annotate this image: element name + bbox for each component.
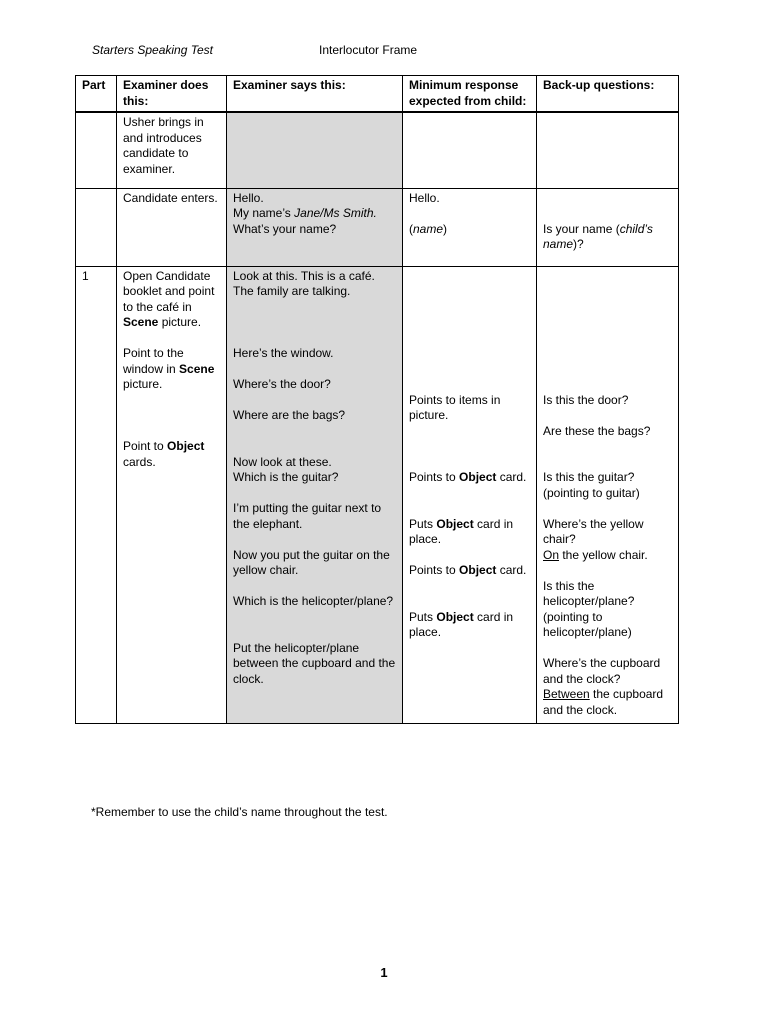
cell-examiner-says (227, 188, 403, 266)
resp-points-object-2 (409, 563, 530, 579)
resp-name-italic: name (413, 221, 444, 236)
resp2-suffix: card in place. (409, 516, 514, 546)
resp1-bold: Object (459, 470, 497, 484)
does-b-bold: Scene (179, 361, 215, 376)
does-c-bold: Object (167, 439, 205, 453)
cell-examiner-does (117, 266, 227, 724)
resp4-prefix: Puts (409, 609, 437, 624)
col-header-min-response: Minimum response expected from child: (403, 76, 537, 113)
footer-note: *Remember to use the child’s name throughout the test. (91, 805, 388, 819)
cell-min-response (403, 266, 537, 724)
says-you-put: Now you put the guitar on the yellow chair. (233, 547, 390, 577)
backup-between (543, 687, 672, 718)
cell-part (76, 112, 117, 188)
table-row (76, 188, 679, 266)
does-c-prefix: Point to (123, 439, 168, 453)
resp3-bold: Object (459, 563, 497, 577)
says-my-name-prefix: My name’s (233, 206, 295, 220)
says-look: Now look at these. (233, 454, 332, 469)
resp-puts-object-2 (409, 610, 530, 641)
resp-points-object-1 (409, 470, 530, 486)
table-row (76, 266, 679, 724)
says-which-helicopter: Which is the helicopter/plane? (233, 594, 394, 608)
resp4-suffix: card in place. (409, 609, 514, 639)
cell-examiner-says (227, 266, 403, 724)
says-putting: I’m putting the guitar next to the elephant. (233, 501, 382, 531)
header-test-title: Starters Speaking Test (92, 43, 213, 57)
backup-on-rest: the yellow chair. (559, 547, 648, 562)
resp-hello: Hello. (409, 190, 440, 205)
resp-name-open: ( (409, 221, 413, 236)
says-hello: Hello. (233, 190, 264, 205)
resp2-bold: Object (436, 516, 474, 531)
does-a-bold: Scene (123, 315, 159, 329)
backup-helicopter: Is this the helicopter/plane? (pointing to helicopter/plane) (543, 578, 635, 639)
backup-is-your-name (543, 222, 672, 253)
backup-guitar: Is this the guitar? (pointing to guitar) (543, 470, 640, 500)
part-number: 1 (82, 268, 89, 283)
resp1-prefix: Points to (409, 470, 460, 484)
says-guitar: Which is the guitar? (233, 470, 339, 484)
candidate-enters-text: Candidate enters. (123, 190, 218, 205)
table-header-row (76, 76, 679, 113)
says-whats-your-name: What’s your name? (233, 221, 337, 236)
usher-text: Usher brings in and introduces candidate to examiner. (123, 115, 204, 176)
resp4-bold: Object (436, 609, 474, 624)
resp2-prefix: Puts (409, 516, 437, 531)
interlocutor-table (75, 75, 679, 724)
header-frame-title: Interlocutor Frame (319, 43, 418, 57)
says-put-helicopter: Put the helicopter/plane between the cupboard and the clock. (233, 640, 396, 686)
says-door: Where’s the door? (233, 377, 331, 391)
cell-min-response (403, 188, 537, 266)
page-number: 1 (380, 965, 388, 980)
backup-door: Is this the door? (543, 392, 629, 407)
does-b-prefix: Point to the window in (123, 346, 184, 376)
backup-yellow-chair: Where’s the yellow chair? (543, 516, 644, 546)
does-c-suffix: cards. (123, 454, 156, 469)
table-row (76, 112, 679, 188)
does-a-suffix: picture. (158, 315, 202, 329)
says-my-name-italic: Jane/Ms Smith. (294, 206, 377, 220)
cell-part (76, 188, 117, 266)
backup-on-underlined: On (543, 547, 560, 562)
resp3-prefix: Points to (409, 563, 460, 577)
cell-backup (537, 112, 679, 188)
does-point-window (123, 346, 220, 393)
backup-name-italic: child’s name (543, 221, 653, 251)
says-window: Here’s the window. (233, 346, 334, 360)
cell-backup (537, 266, 679, 724)
col-header-examiner-does: Examiner does this: (117, 76, 227, 113)
says-bags: Where are the bags? (233, 408, 346, 422)
resp-name-close: ) (443, 221, 448, 236)
backup-between-rest: the cupboard and the clock. (543, 687, 664, 717)
cell-min-response (403, 112, 537, 188)
cell-examiner-does (117, 112, 227, 188)
resp-puts-object-1 (409, 517, 530, 548)
does-a-prefix: Open Candidate booklet and point to the café in (123, 268, 215, 314)
col-header-part: Part (76, 76, 117, 113)
resp3-suffix: card. (496, 563, 527, 577)
col-header-examiner-says: Examiner says this: (227, 76, 403, 113)
col-header-backup: Back-up questions: (537, 76, 679, 113)
backup-on-yellow-chair (543, 548, 672, 564)
resp-name (409, 222, 530, 238)
backup-bags: Are these the bags? (543, 423, 651, 438)
cell-part (76, 266, 117, 724)
resp1-suffix: card. (496, 470, 527, 484)
does-b-suffix: picture. (123, 377, 163, 391)
says-cafe: Look at this. This is a café. The family are talking. (233, 268, 375, 298)
does-open-booklet (123, 269, 220, 331)
does-point-object-cards (123, 439, 220, 470)
resp-points-items: Points to items in picture. (409, 392, 501, 422)
says-my-name (233, 206, 396, 222)
backup-between-underlined: Between (543, 687, 590, 701)
cell-examiner-does (117, 188, 227, 266)
cell-backup (537, 188, 679, 266)
cell-examiner-says (227, 112, 403, 188)
backup-cupboard: Where’s the cupboard and the clock? (543, 656, 661, 686)
backup-name-prefix: Is your name ( (543, 221, 620, 236)
backup-name-suffix: )? (573, 237, 584, 251)
